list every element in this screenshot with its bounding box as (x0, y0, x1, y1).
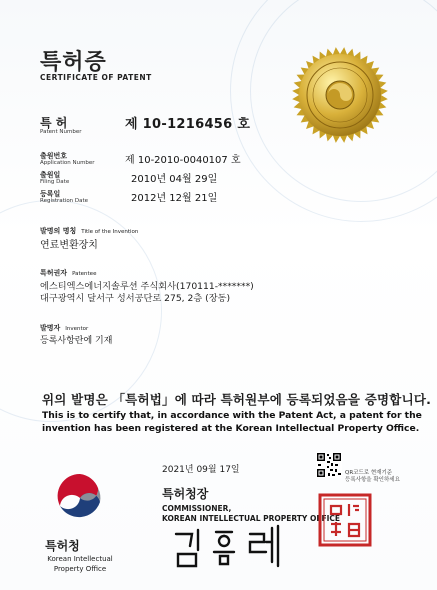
statement-ko: 위의 발명은 「특허법」에 따라 특허원부에 등록되었음을 증명합니다. (42, 392, 432, 407)
official-stamp (317, 492, 373, 548)
certificate-title: 특허증 (40, 50, 107, 75)
filing-date-value: 2010년 04월 29일 (131, 174, 218, 185)
application-number-value: 제 10-2010-0040107 호 (125, 155, 241, 166)
registration-date-label: 등록일 (40, 190, 61, 198)
qr-code-icon[interactable] (316, 452, 342, 478)
kipo-name-en-line2: Property Office (53, 565, 107, 573)
registration-date-label-en: Registration Date (40, 198, 89, 204)
inventor-value: 등록사항란에 기재 (40, 336, 113, 346)
statement-en-line1: This is to certify that, in accordance with the Patent Act, a patent for the (42, 410, 422, 421)
invention-title-value: 연료변환장치 (40, 240, 98, 251)
application-number-label-en: Application Number (40, 160, 95, 166)
commissioner-title-en-line2: KOREAN INTELLECTUAL PROPERTY OFFICE (162, 514, 341, 523)
gold-seal-icon (290, 45, 390, 145)
commissioner-title-en-line1: COMMISSIONER, (162, 504, 232, 513)
commissioner-signature (170, 522, 290, 570)
invention-title-label: 발명의 명칭 Title of the Invention (40, 227, 139, 235)
patentee-address: 대구광역시 달서구 성서공단로 275, 2층 (장동) (40, 293, 231, 304)
commissioner-title-ko: 특허청장 (162, 487, 209, 501)
patent-number-label: 특 허 (40, 116, 68, 130)
qr-note: QR코드로 현재기준 등록사항을 확인하세요 (345, 470, 400, 483)
kipo-name-en-line1: Korean Intellectual (47, 555, 113, 563)
patentee-name: 에스티엑스에너지솔루션 주식회사(170111-*******) (40, 281, 254, 292)
certificate-subtitle: CERTIFICATE OF PATENT (40, 73, 152, 82)
filing-date-label-en: Filing Date (40, 179, 70, 185)
statement-en-line2: invention has been registered at the Korean Intellectual Property Office. (42, 423, 420, 434)
inventor-label: 발명자 Inventor (40, 324, 89, 332)
registration-date-value: 2012년 12월 21일 (131, 193, 218, 204)
kipo-logo-icon (52, 468, 108, 532)
patentee-label: 특허권자 Patentee (40, 269, 97, 277)
patent-number-label-en: Patent Number (40, 129, 82, 135)
application-number-label: 출원번호 (40, 152, 68, 160)
kipo-name-ko: 특허청 (45, 539, 80, 553)
issue-date: 2021년 09월 17일 (162, 465, 240, 475)
filing-date-label: 출원일 (40, 171, 61, 179)
patent-number-value: 제 10-1216456 호 (125, 117, 251, 132)
